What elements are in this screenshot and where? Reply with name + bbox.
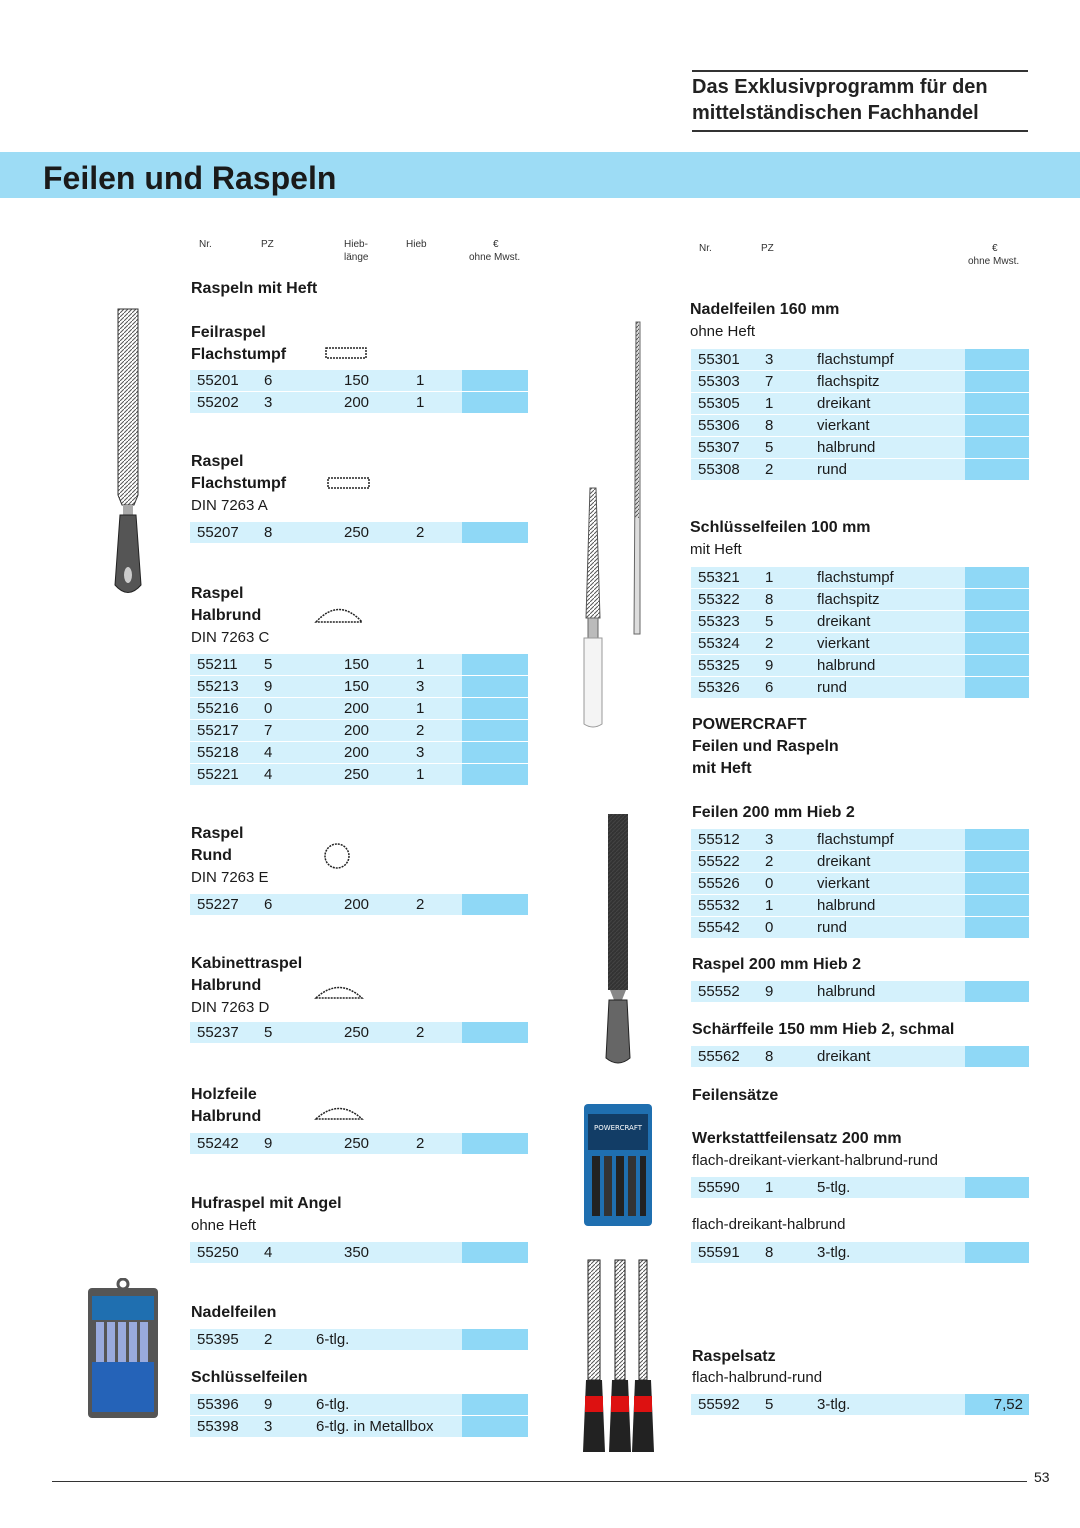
price-cell — [462, 676, 528, 697]
col-header-ohne-mwst-right: ohne Mwst. — [968, 256, 1020, 267]
table-row — [691, 458, 1029, 480]
schaerf-title: Schärffeile 150 mm Hieb 2, schmal — [692, 1021, 955, 1038]
table-cell: 55562 — [698, 1048, 740, 1065]
table-hufraspel — [190, 1242, 528, 1263]
table-cell: 55591 — [698, 1244, 740, 1261]
col-header-hieblaenge-2: länge — [344, 252, 369, 263]
table-cell: 55227 — [197, 896, 239, 913]
table-cell: 55242 — [197, 1135, 239, 1152]
table-row — [190, 741, 528, 763]
col-header-euro-right: € — [992, 243, 998, 254]
table-cell: 1 — [416, 700, 425, 717]
table-row — [691, 392, 1029, 414]
table-schaerf — [691, 1046, 1029, 1067]
table-cell: 0 — [765, 875, 774, 892]
table-cell: 200 — [344, 722, 370, 739]
table-cell: dreikant — [817, 613, 871, 630]
table-cell: 4 — [264, 744, 273, 761]
price-cell — [965, 895, 1029, 916]
flat-profile-icon — [324, 345, 368, 366]
table-cell: 55250 — [197, 1244, 239, 1261]
price-cell — [965, 873, 1029, 894]
price-cell — [965, 611, 1029, 632]
nadel160-title: Nadelfeilen 160 mm — [690, 301, 840, 318]
price-cell — [462, 698, 528, 719]
table-row — [691, 632, 1029, 654]
table-cell: 8 — [264, 524, 273, 541]
price-cell — [965, 1046, 1029, 1067]
raspel-rund-din: DIN 7263 E — [191, 869, 269, 886]
col-header-nr-right: Nr. — [699, 243, 712, 254]
raspel-rund-title: Raspel — [191, 825, 244, 842]
table-cell: 55326 — [698, 679, 740, 696]
table-row — [691, 654, 1029, 676]
table-row — [691, 894, 1029, 916]
table-cell: halbrund — [817, 657, 876, 674]
table-row — [691, 1242, 1029, 1263]
table-cell: 350 — [344, 1244, 370, 1261]
table-cell: 150 — [344, 678, 370, 695]
table-cell: halbrund — [817, 439, 876, 456]
table-cell: 55207 — [197, 524, 239, 541]
table-cell: flachspitz — [817, 591, 880, 608]
table-row — [190, 522, 528, 543]
table-cell: 9 — [264, 1396, 273, 1413]
table-cell: 55202 — [197, 394, 239, 411]
table-cell: 5 — [264, 1024, 273, 1041]
col-header-pz-right: PZ — [761, 243, 774, 254]
raspel200-title: Raspel 200 mm Hieb 2 — [692, 956, 861, 973]
table-cell: 9 — [264, 678, 273, 695]
price-cell — [462, 720, 528, 741]
price-cell — [965, 589, 1029, 610]
table-cell: 1 — [416, 372, 425, 389]
price-cell — [462, 764, 528, 785]
kabinett-title: Kabinettraspel — [191, 955, 303, 972]
price-cell — [965, 437, 1029, 458]
price-cell — [462, 522, 528, 543]
table-row — [190, 1394, 528, 1415]
table-cell: 6 — [765, 679, 774, 696]
half-round-profile-icon — [313, 1102, 365, 1127]
rasp-with-handle-image — [108, 305, 148, 597]
werkstatt-subtitle: flach-dreikant-vierkant-halbrund-rund — [692, 1152, 938, 1169]
powercraft-line-3: mit Heft — [692, 760, 752, 777]
table-cell: 9 — [264, 1135, 273, 1152]
kabinett-subtitle: Halbrund — [191, 977, 262, 994]
raspel-halbrund-din: DIN 7263 C — [191, 629, 270, 646]
price-cell — [462, 1133, 528, 1154]
table-raspel-halbrund — [190, 654, 528, 785]
table-cell: 3 — [765, 351, 774, 368]
table-cell: 1 — [765, 1179, 774, 1196]
table-cell: vierkant — [817, 635, 870, 652]
hufraspel-title: Hufraspel mit Angel — [191, 1195, 342, 1212]
feilraspel-subtitle: Flachstumpf — [191, 346, 287, 363]
table-cell: dreikant — [817, 853, 871, 870]
table-cell: 7 — [264, 722, 273, 739]
table-cell: 2 — [765, 853, 774, 870]
table-holzfeile — [190, 1133, 528, 1154]
table-cell: rund — [817, 461, 848, 478]
table-row — [190, 391, 528, 413]
table-row — [190, 719, 528, 741]
table-cell: 200 — [344, 700, 370, 717]
table-row — [691, 370, 1029, 392]
table-row — [691, 567, 1029, 588]
table-cell: 55217 — [197, 722, 239, 739]
table-raspel200 — [691, 981, 1029, 1002]
table-cell: rund — [817, 679, 848, 696]
raspel-flach-title: Raspel — [191, 453, 244, 470]
table-row — [691, 1394, 1029, 1415]
table-row — [190, 1133, 528, 1154]
table-cell: 5 — [765, 613, 774, 630]
needle-files-image — [578, 318, 648, 730]
table-cell: dreikant — [817, 1048, 871, 1065]
table-cell: 55325 — [698, 657, 740, 674]
holzfeile-title: Holzfeile — [191, 1086, 257, 1103]
table-cell: 9 — [765, 983, 774, 1000]
table-cell: 200 — [344, 394, 370, 411]
table-row — [691, 349, 1029, 370]
table-cell: 150 — [344, 656, 370, 673]
price-cell — [965, 1177, 1029, 1198]
table-cell: 55324 — [698, 635, 740, 652]
table-cell: 2 — [765, 461, 774, 478]
page-number: 53 — [1034, 1469, 1050, 1485]
table-cell: 55301 — [698, 351, 740, 368]
table-cell: 6-tlg. — [316, 1331, 350, 1348]
table-cell: rund — [817, 919, 848, 936]
col-header-euro: € — [493, 239, 499, 250]
table-cell: 1 — [765, 897, 774, 914]
round-profile-icon — [322, 841, 352, 876]
table-cell: 55322 — [698, 591, 740, 608]
price-cell — [462, 894, 528, 915]
table-cell: 3 — [264, 394, 273, 411]
footer-rule — [52, 1481, 1027, 1482]
col-header-hieb: Hieb — [406, 239, 427, 250]
price-cell — [965, 829, 1029, 850]
schluessel100-title: Schlüsselfeilen 100 mm — [690, 519, 871, 536]
table-cell: 200 — [344, 896, 370, 913]
feilen200-title: Feilen 200 mm Hieb 2 — [692, 804, 855, 821]
table-cell: 5 — [264, 656, 273, 673]
table-row — [190, 1022, 528, 1043]
price-cell — [965, 393, 1029, 414]
table-cell: 5 — [765, 1396, 774, 1413]
table-cell: 55218 — [197, 744, 239, 761]
table-cell: 55221 — [197, 766, 239, 783]
table-row — [190, 370, 528, 391]
table-cell: 3 — [264, 1418, 273, 1435]
table-feilen200 — [691, 829, 1029, 938]
table-cell: 2 — [416, 722, 425, 739]
price-value: 7,52 — [993, 1396, 1023, 1413]
table-cell: 55396 — [197, 1396, 239, 1413]
table-cell: 55307 — [698, 439, 740, 456]
brand-line-1: Das Exklusivprogramm für den — [692, 76, 988, 98]
nadelfeilen-title: Nadelfeilen — [191, 1304, 277, 1321]
table-cell: 55213 — [197, 678, 239, 695]
table-cell: 55306 — [698, 417, 740, 434]
raspel-flach-din: DIN 7263 A — [191, 497, 268, 514]
table-cell: 6 — [264, 896, 273, 913]
table-cell: 250 — [344, 1135, 370, 1152]
price-cell — [965, 655, 1029, 676]
price-cell — [462, 1394, 528, 1415]
table-cell: 150 — [344, 372, 370, 389]
schluessel100-subtitle: mit Heft — [690, 541, 742, 558]
table-row — [691, 676, 1029, 698]
raspel-halbrund-title: Raspel — [191, 585, 244, 602]
table-cell: 55522 — [698, 853, 740, 870]
table-cell: flachspitz — [817, 373, 880, 390]
table-cell: 1 — [416, 766, 425, 783]
table-nadelfeilen — [190, 1329, 528, 1350]
half-round-profile-icon — [313, 981, 365, 1006]
table-cell: 1 — [765, 395, 774, 412]
col-header-ohne-mwst: ohne Mwst. — [469, 252, 521, 263]
price-cell — [965, 677, 1029, 698]
price-cell — [965, 459, 1029, 480]
table-row — [190, 654, 528, 675]
table-cell: 3-tlg. — [817, 1244, 851, 1261]
table-cell: flachstumpf — [817, 351, 894, 368]
section-raspeln-mit-heft: Raspeln mit Heft — [191, 280, 318, 297]
table-werkstatt — [691, 1177, 1029, 1198]
table-cell: 2 — [264, 1331, 273, 1348]
raspel-rund-subtitle: Rund — [191, 847, 232, 864]
price-cell — [965, 349, 1029, 370]
table-cell: 2 — [416, 1024, 425, 1041]
table-cell: 8 — [765, 591, 774, 608]
table-cell: dreikant — [817, 395, 871, 412]
file-set-pouch-image — [582, 1100, 654, 1230]
table-nadel160 — [691, 349, 1029, 480]
table-cell: 55398 — [197, 1418, 239, 1435]
price-cell — [965, 567, 1029, 588]
needle-file-pouch-image — [86, 1278, 160, 1420]
price-cell — [462, 392, 528, 413]
table-cell: 55395 — [197, 1331, 239, 1348]
table-row — [190, 675, 528, 697]
table-cell: 6-tlg. in Metallbox — [316, 1418, 434, 1435]
price-cell — [462, 742, 528, 763]
table-cell: 5 — [765, 439, 774, 456]
table-cell: 55237 — [197, 1024, 239, 1041]
table-cell: 9 — [765, 657, 774, 674]
table-cell: 55592 — [698, 1396, 740, 1413]
table-cell: flachstumpf — [817, 831, 894, 848]
table-cell: 5-tlg. — [817, 1179, 851, 1196]
col-header-nr: Nr. — [199, 239, 212, 250]
table-cell: 2 — [416, 896, 425, 913]
half-round-profile-icon — [313, 603, 365, 630]
table-cell: 55590 — [698, 1179, 740, 1196]
table-cell: 55512 — [698, 831, 740, 848]
table-row — [691, 414, 1029, 436]
price-cell — [965, 415, 1029, 436]
feilensaetze-title: Feilensätze — [692, 1087, 779, 1104]
table-cell: 3 — [416, 744, 425, 761]
table-row — [691, 916, 1029, 938]
hufraspel-subtitle: ohne Heft — [191, 1217, 257, 1234]
table-cell: flachstumpf — [817, 569, 894, 586]
price-cell — [462, 1329, 528, 1350]
price-cell — [965, 371, 1029, 392]
table-row — [190, 697, 528, 719]
page-title: Feilen und Raspeln — [43, 160, 337, 196]
table-cell: 0 — [264, 700, 273, 717]
table-row — [691, 588, 1029, 610]
price-cell — [965, 917, 1029, 938]
table-cell: 250 — [344, 766, 370, 783]
feilraspel-title: Feilraspel — [191, 324, 266, 341]
table-cell: halbrund — [817, 897, 876, 914]
table-row — [190, 763, 528, 785]
powercraft-line-2: Feilen und Raspeln — [692, 738, 839, 755]
table-cell: 4 — [264, 1244, 273, 1261]
table-cell: 55542 — [698, 919, 740, 936]
table-row — [190, 894, 528, 915]
table-row — [691, 1177, 1029, 1198]
werkstatt2-subtitle: flach-dreikant-halbrund — [692, 1216, 846, 1233]
table-cell: 0 — [765, 919, 774, 936]
table-cell: halbrund — [817, 983, 876, 1000]
raspel-flach-subtitle: Flachstumpf — [191, 475, 287, 492]
svg-text:POWERCRAFT: POWERCRAFT — [593, 1124, 643, 1132]
werkstatt-title: Werkstattfeilensatz 200 mm — [692, 1130, 902, 1147]
table-cell: 1 — [416, 394, 425, 411]
price-cell — [965, 851, 1029, 872]
table-schluessel100 — [691, 567, 1029, 698]
price-cell — [965, 981, 1029, 1002]
table-raspelsatz — [691, 1394, 1029, 1415]
price-cell — [965, 633, 1029, 654]
table-cell: 3-tlg. — [817, 1396, 851, 1413]
table-cell: 55305 — [698, 395, 740, 412]
table-cell: 2 — [765, 635, 774, 652]
rasp-set-image — [583, 1256, 663, 1456]
table-cell: 3 — [765, 831, 774, 848]
table-cell: 1 — [765, 569, 774, 586]
col-header-pz: PZ — [261, 239, 274, 250]
powercraft-title: POWERCRAFT — [692, 716, 807, 733]
table-cell: 8 — [765, 1244, 774, 1261]
table-cell: 55532 — [698, 897, 740, 914]
nadel160-subtitle: ohne Heft — [690, 323, 756, 340]
table-raspel-rund — [190, 894, 528, 915]
table-cell: 3 — [416, 678, 425, 695]
raspelsatz-subtitle: flach-halbrund-rund — [692, 1369, 823, 1386]
table-cell: vierkant — [817, 875, 870, 892]
schluesselfeilen-title: Schlüsselfeilen — [191, 1369, 308, 1386]
table-feilraspel — [190, 370, 528, 413]
price-cell — [462, 370, 528, 391]
table-cell: 55321 — [698, 569, 740, 586]
price-cell — [462, 654, 528, 675]
flat-profile-icon — [326, 475, 372, 496]
table-cell: 250 — [344, 1024, 370, 1041]
table-cell: 55201 — [197, 372, 239, 389]
table-row — [691, 872, 1029, 894]
brand-box — [692, 70, 1028, 132]
table-cell: 200 — [344, 744, 370, 761]
table-row — [691, 610, 1029, 632]
table-cell: 8 — [765, 417, 774, 434]
table-cell: 4 — [264, 766, 273, 783]
table-row — [190, 1329, 528, 1350]
table-cell: 6 — [264, 372, 273, 389]
table-schluesselfeilen — [190, 1394, 528, 1437]
powercraft-file-image — [600, 812, 636, 1066]
brand-line-2: mittelständischen Fachhandel — [692, 102, 979, 124]
price-cell — [462, 1416, 528, 1437]
table-kabinett — [190, 1022, 528, 1043]
table-row — [691, 850, 1029, 872]
raspel-halbrund-subtitle: Halbrund — [191, 607, 262, 624]
table-row — [190, 1415, 528, 1437]
table-cell: 1 — [416, 656, 425, 673]
table-cell: 55526 — [698, 875, 740, 892]
table-cell: 55323 — [698, 613, 740, 630]
kabinett-din: DIN 7263 D — [191, 999, 270, 1016]
price-cell — [965, 1242, 1029, 1263]
table-row — [691, 981, 1029, 1002]
table-row — [190, 1242, 528, 1263]
table-cell: 250 — [344, 524, 370, 541]
price-cell — [462, 1022, 528, 1043]
table-cell: 55216 — [197, 700, 239, 717]
table-row — [691, 829, 1029, 850]
table-cell: 6-tlg. — [316, 1396, 350, 1413]
col-header-hieblaenge-1: Hieb- — [344, 239, 368, 250]
raspelsatz-title: Raspelsatz — [692, 1348, 776, 1365]
table-row — [691, 1046, 1029, 1067]
price-cell — [462, 1242, 528, 1263]
table-cell: 55552 — [698, 983, 740, 1000]
table-cell: vierkant — [817, 417, 870, 434]
table-cell: 55303 — [698, 373, 740, 390]
table-werkstatt2 — [691, 1242, 1029, 1263]
table-cell: 7 — [765, 373, 774, 390]
table-row — [691, 436, 1029, 458]
table-raspel-flach — [190, 522, 528, 543]
table-cell: 55308 — [698, 461, 740, 478]
table-cell: 8 — [765, 1048, 774, 1065]
table-cell: 2 — [416, 524, 425, 541]
table-cell: 55211 — [197, 656, 238, 673]
holzfeile-subtitle: Halbrund — [191, 1108, 262, 1125]
table-cell: 2 — [416, 1135, 425, 1152]
